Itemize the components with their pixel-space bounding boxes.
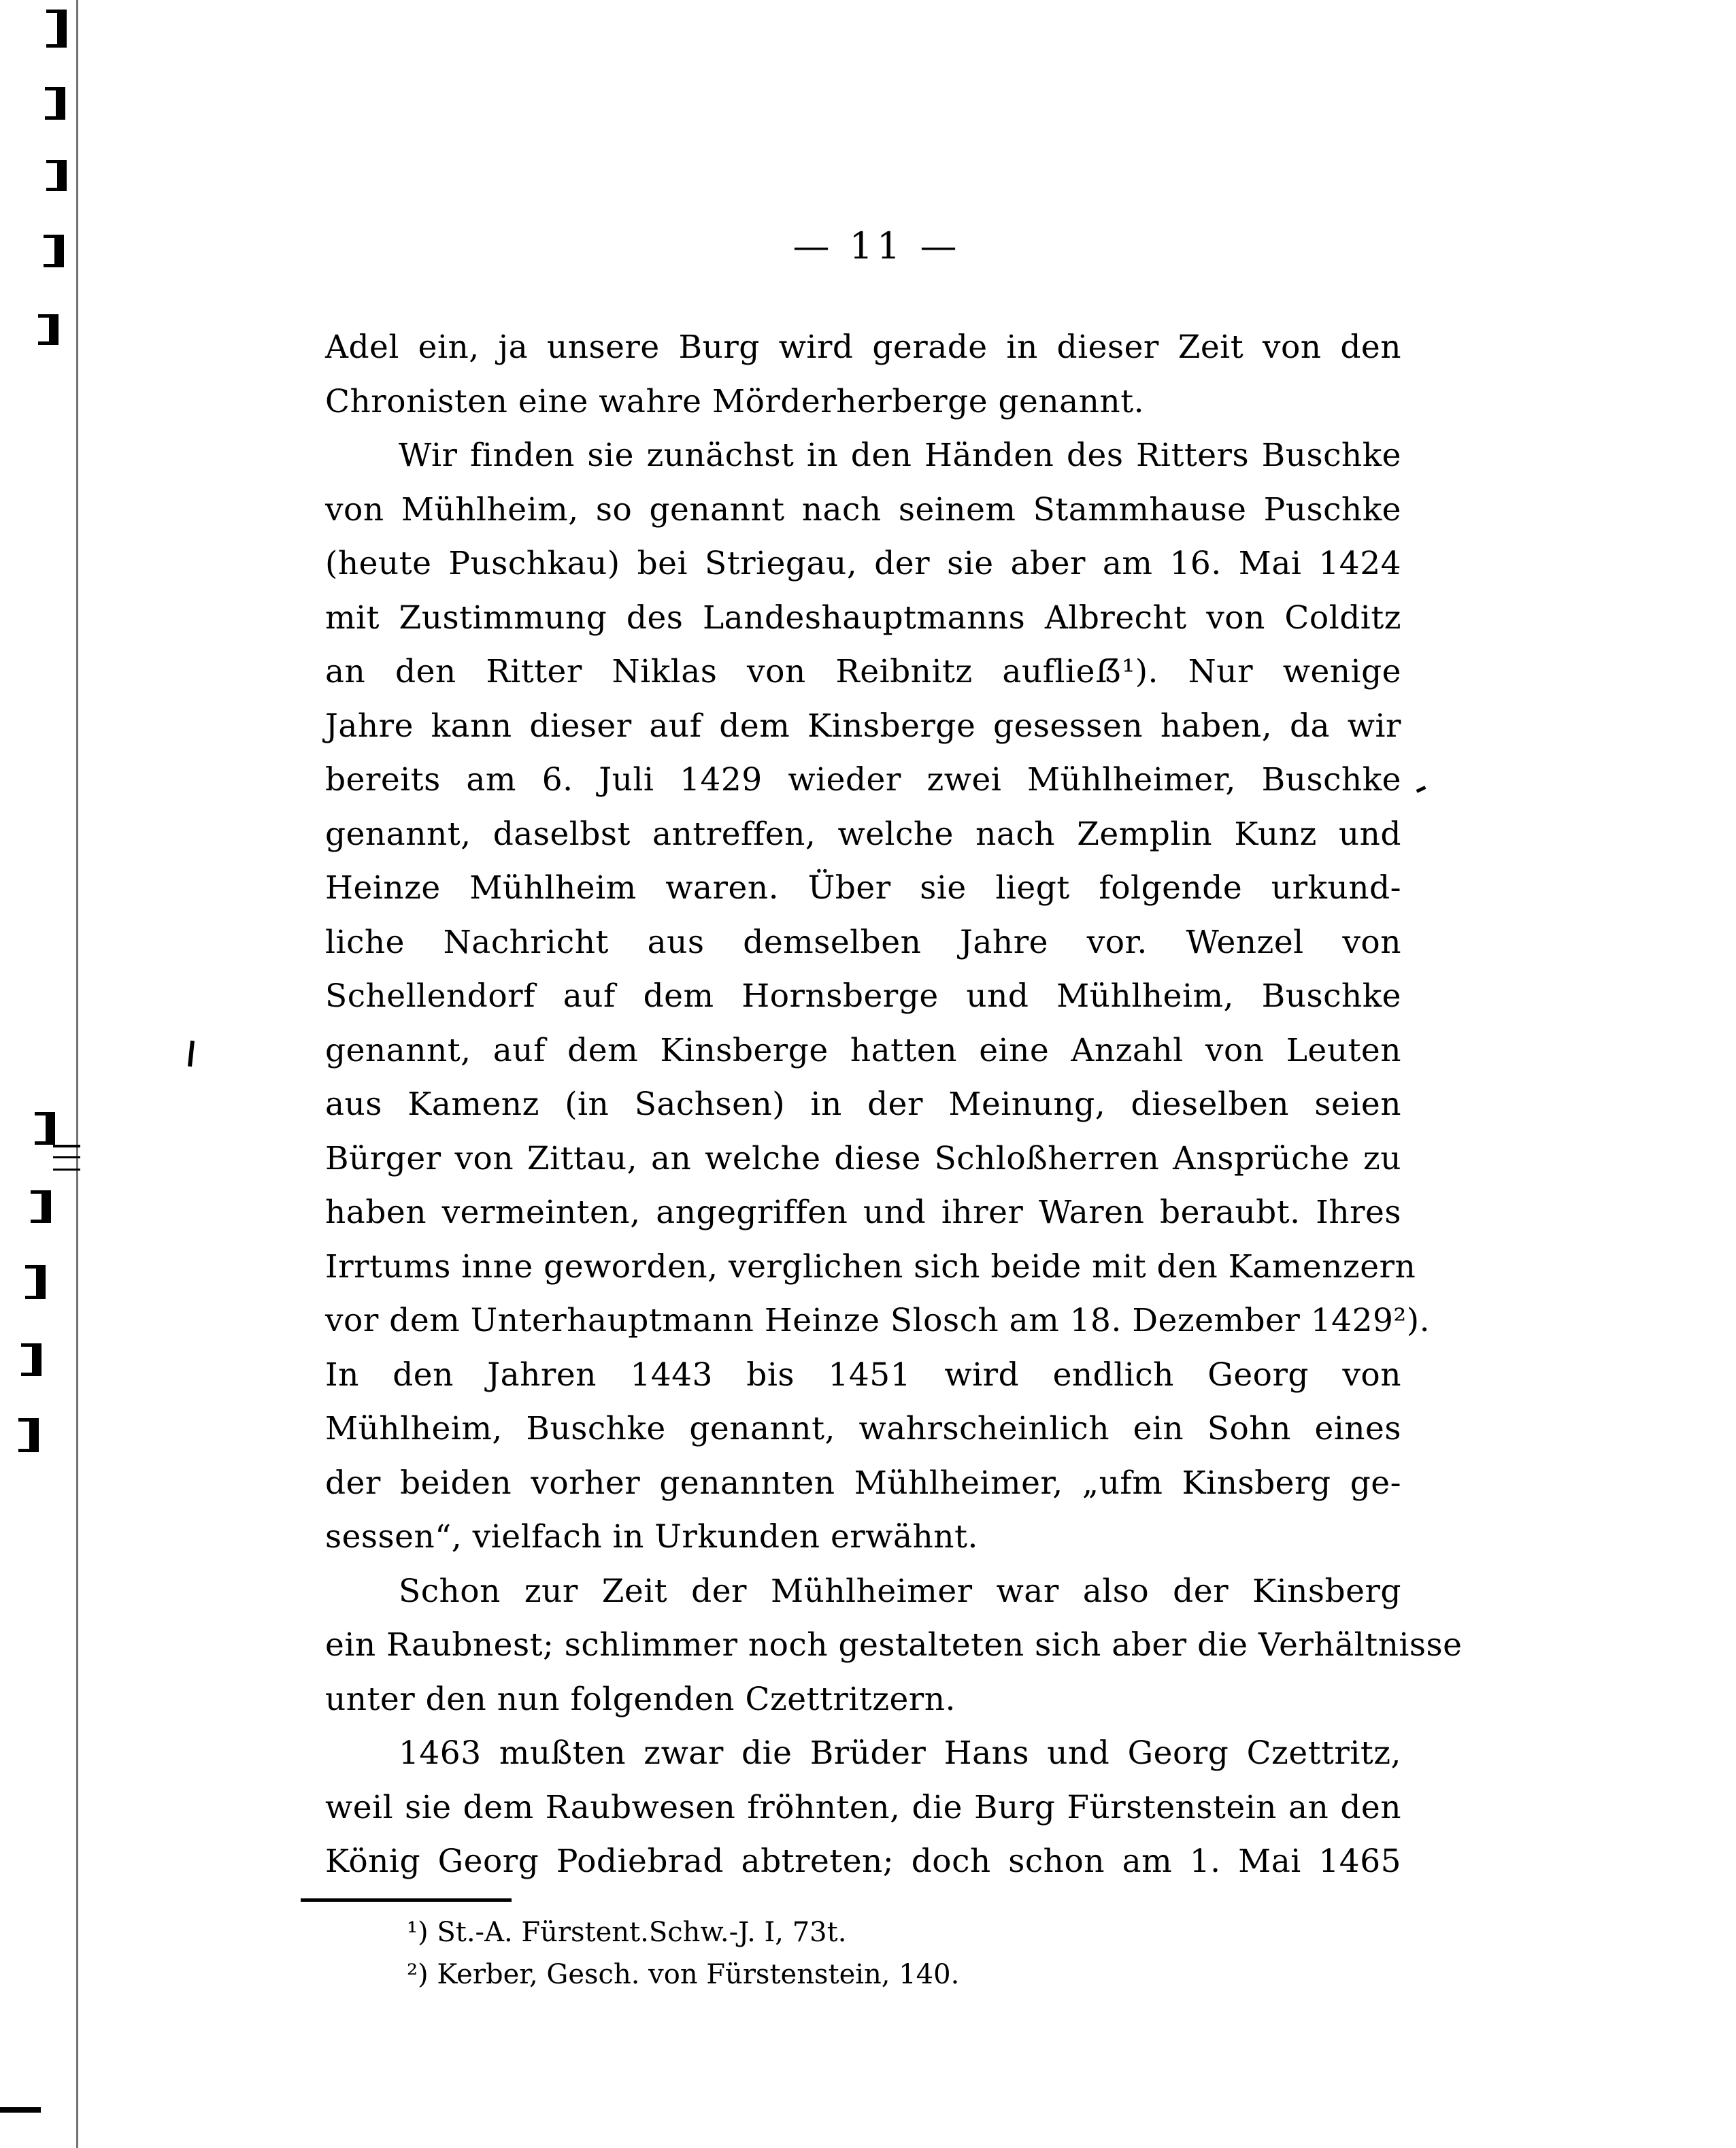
text-line: König Georg Podiebrad abtreten; doch schon am 1. Mai 1465 xyxy=(325,1843,1401,1880)
footnote-marker: ¹) xyxy=(407,1916,429,1948)
text-line: In den Jahren 1443 bis 1451 wird endlich Georg von xyxy=(325,1356,1401,1394)
text-line: Adel ein, ja unsere Burg wird gerade in dieser Zeit von den xyxy=(325,329,1401,366)
body-text xyxy=(325,320,1463,1889)
footnote-2 xyxy=(407,1953,1401,1996)
scan-gutter-edge xyxy=(0,0,88,2148)
gutter-tick xyxy=(0,2107,41,2113)
text-line: weil sie dem Raubwesen fröhnten, die Burg Fürstenstein an den xyxy=(325,1788,1401,1826)
text-line: von Mühlheim, so genannt nach seinem Stammhause Puschke xyxy=(325,490,1401,528)
footnotes xyxy=(325,1911,1401,1996)
footnote-1 xyxy=(407,1911,1401,1953)
gutter-line xyxy=(76,0,78,2148)
text-line: Schon zur Zeit der Mühlheimer war also der Kinsberg xyxy=(399,1572,1401,1610)
gutter-tick xyxy=(53,1169,80,1171)
page-number: — 11 — xyxy=(792,224,961,267)
text-line: mit Zustimmung des Landeshauptmanns Albrecht von Colditz xyxy=(325,599,1401,637)
text-line: Wir finden sie zunächst in den Händen des Ritters Buschke xyxy=(399,437,1401,474)
gutter-tick xyxy=(53,1156,80,1158)
text-line: Chronisten eine wahre Mörderherberge genannt. xyxy=(325,382,1145,420)
footnote-separator xyxy=(301,1898,512,1902)
text-line: Irrtums inne geworden, verglichen sich beide mit den Kamenzern xyxy=(325,1247,1416,1286)
text-line: sessen“, vielfach in Urkunden erwähnt. xyxy=(325,1518,978,1556)
stray-pen-mark xyxy=(1416,786,1426,792)
text-line: bereits am 6. Juli 1429 wieder zwei Mühlheimer, Buschke xyxy=(325,761,1401,799)
stray-pen-mark xyxy=(188,1041,195,1067)
text-line: 1463 mußten zwar die Brüder Hans und Georg Czettritz, xyxy=(399,1734,1401,1772)
text-line: aus Kamenz (in Sachsen) in der Meinung, dieselben seien xyxy=(325,1086,1401,1123)
book-page xyxy=(325,224,1463,1996)
text-line: vor dem Unterhauptmann Heinze Slosch am 18. Dezember 1429²). xyxy=(325,1302,1431,1339)
gutter-shadow-mark xyxy=(56,87,65,120)
footnote-text: St.-A. Fürstent.Schw.-J. I, 73t. xyxy=(437,1916,847,1948)
gutter-shadow-mark xyxy=(36,1265,46,1299)
gutter-shadow-mark xyxy=(41,1190,51,1223)
text-line: unter den nun folgenden Czettritzern. xyxy=(325,1680,956,1718)
text-line: (heute Puschkau) bei Striegau, der sie aber am 16. Mai 1424 xyxy=(325,545,1401,582)
gutter-shadow-mark xyxy=(49,314,59,345)
text-line: liche Nachricht aus demselben Jahre vor. Wenzel von xyxy=(325,923,1401,961)
gutter-shadow-mark xyxy=(54,235,64,267)
text-line: genannt, auf dem Kinsberge hatten eine Anzahl von Leuten xyxy=(325,1031,1401,1069)
text-line: Mühlheim, Buschke genannt, wahrscheinlich ein Sohn eines xyxy=(325,1410,1401,1447)
text-line: der beiden vorher genannten Mühlheimer, „ufm Kinsberg ge- xyxy=(325,1464,1401,1502)
footnote-marker: ²) xyxy=(407,1958,429,1990)
text-line: ein Raubnest; schlimmer noch gestalteten sich aber die Verhältnisse xyxy=(325,1626,1463,1664)
text-line: genannt, daselbst antreffen, welche nach Zemplin Kunz und xyxy=(325,815,1401,853)
gutter-shadow-mark xyxy=(32,1343,41,1376)
text-line: Heinze Mühlheim waren. Über sie liegt folgende urkund- xyxy=(325,869,1401,907)
text-line: Bürger von Zittau, an welche diese Schloßherren Ansprüche zu xyxy=(325,1139,1401,1177)
text-line: Schellendorf auf dem Hornsberge und Mühlheim, Buschke xyxy=(325,977,1401,1015)
text-line: an den Ritter Niklas von Reibnitz auflieẞ¹). Nur wenige xyxy=(325,653,1401,690)
gutter-tick xyxy=(53,1145,80,1147)
text-line: haben vermeinten, angegriffen und ihrer Waren beraubt. Ihres xyxy=(325,1194,1401,1231)
text-line: Jahre kann dieser auf dem Kinsberge gesessen haben, da wir xyxy=(325,707,1401,745)
gutter-shadow-mark xyxy=(57,10,67,48)
footnote-text: Kerber, Gesch. von Fürstenstein, 140. xyxy=(437,1958,960,1990)
gutter-shadow-mark xyxy=(46,1112,55,1145)
gutter-shadow-mark xyxy=(57,160,67,191)
gutter-shadow-mark xyxy=(29,1418,39,1452)
